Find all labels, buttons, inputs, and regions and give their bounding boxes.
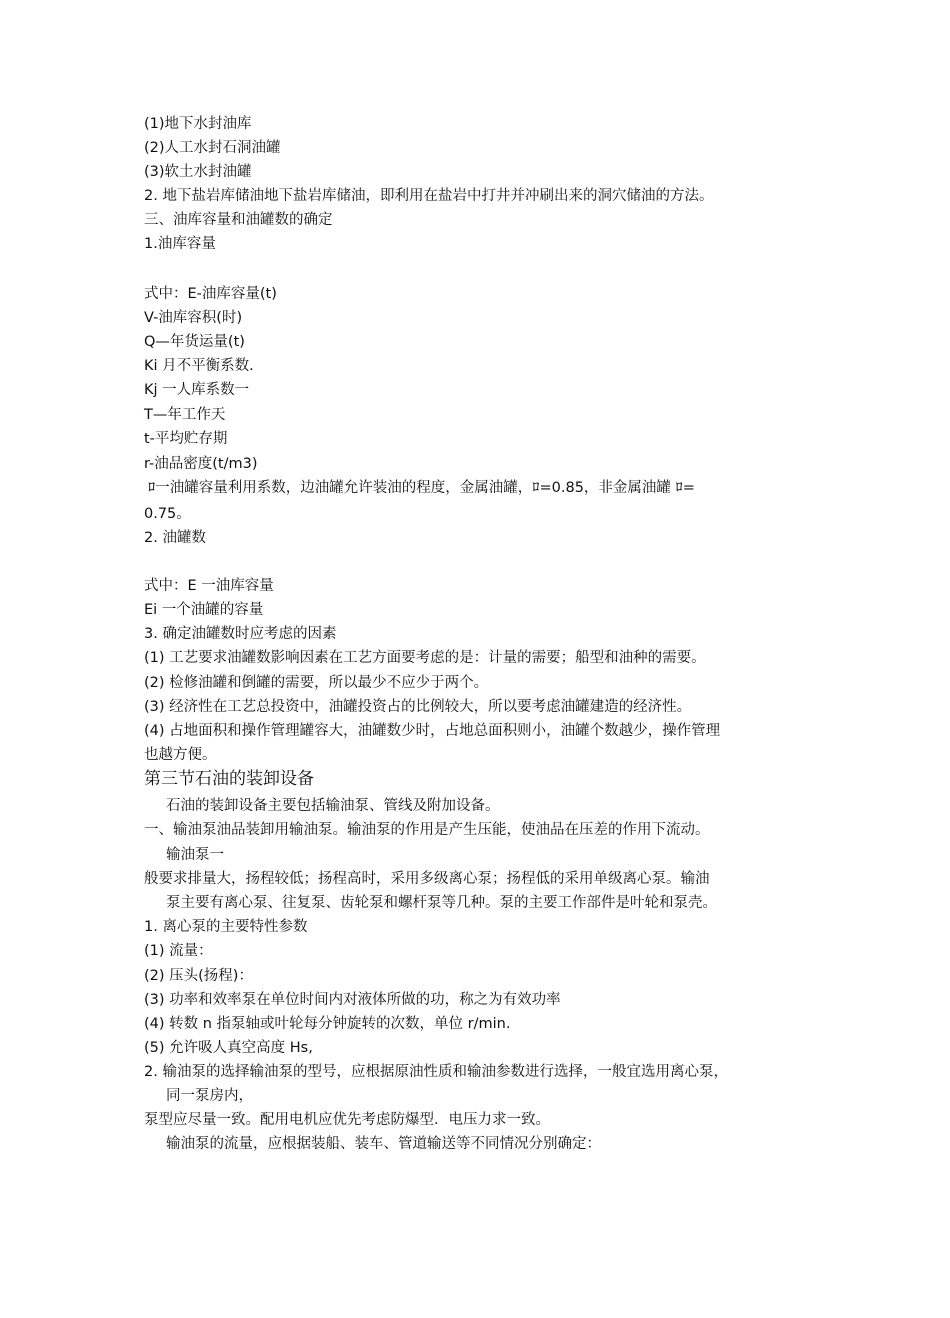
text-line: 也越方便。: [144, 747, 217, 763]
section-heading: 三、油库容量和油罐数的确定: [144, 212, 333, 228]
text-line: 输油泵一: [166, 847, 224, 863]
text-line: 一、输油泵油品装卸用输油泵。输油泵的作用是产生压能，使油品在压差的作用下流动。: [144, 822, 710, 838]
text-line: 0.75。: [144, 506, 191, 522]
text-line: Q—年货运量(t): [144, 334, 245, 350]
text-line: (3)软土水封油罐: [144, 164, 252, 180]
list-item: (5) 允许吸人真空高度 Hs,: [144, 1040, 313, 1056]
text-line: (1)地下水封油库: [144, 116, 252, 132]
text-line: t-平均贮存期: [144, 431, 228, 447]
list-item: (3) 经济性在工艺总投资中，油罐投资占的比例较大，所以要考虑油罐建造的经济性。: [144, 699, 692, 715]
subsection-heading: 1. 离心泵的主要特性参数: [144, 919, 308, 935]
text-line: Ei 一个油罐的容量: [144, 602, 264, 618]
text-line: Kj 一人库系数一: [144, 382, 250, 398]
section-title: 第三节石油的装卸设备: [144, 769, 314, 789]
text-line: 泵主要有离心泵、往复泵、齿轮泵和螺杆泵等几种。泵的主要工作部件是叶轮和泵壳。: [166, 895, 717, 911]
text-line: 式中：E-油库容量(t): [144, 286, 277, 302]
text-line: r-油品密度(t/m3): [144, 456, 258, 472]
subsection-heading: 1.油库容量: [144, 236, 216, 252]
text-line: 式中：E 一油库容量: [144, 578, 274, 594]
text-line: 2. 输油泵的选择输油泵的型号，应根据原油性质和输油参数进行选择，一般宜选用离心泵，: [144, 1064, 728, 1080]
list-item: (1) 流量：: [144, 943, 213, 959]
text-line: Ki 月不平衡系数.: [144, 358, 254, 374]
list-item: (2) 压头(扬程)：: [144, 968, 253, 984]
text-line: ﾛ一油罐容量利用系数，边油罐允许装油的程度，金属油罐，ﾛ=0.85，非金属油罐 ﾛ=: [148, 480, 695, 496]
list-item: (2) 检修油罐和倒罐的需要，所以最少不应少于两个。: [144, 675, 489, 691]
list-item: (4) 转数 n 指泵轴或叶轮每分钟旋转的次数，单位 r/min.: [144, 1016, 511, 1032]
text-line: 同一泵房内，: [166, 1088, 253, 1104]
text-line: (2)人工水封石洞油罐: [144, 140, 281, 156]
list-item: (3) 功率和效率泵在单位时间内对液体所做的功，称之为有效功率: [144, 992, 561, 1008]
text-line: 2. 地下盐岩库储油地下盐岩库储油，即利用在盐岩中打井并冲刷出来的洞穴储油的方法。: [144, 188, 714, 204]
text-line: V-油库容积(时): [144, 310, 243, 326]
text-line: 输油泵的流量，应根据装船、装车、管道输送等不同情况分别确定：: [166, 1136, 601, 1152]
text-line: 泵型应尽量一致。配用电机应优先考虑防爆型．电压力求一致。: [144, 1112, 550, 1128]
subsection-heading: 3. 确定油罐数时应考虑的因素: [144, 626, 337, 642]
text-line: 般要求排量大，扬程较低；扬程高时，采用多级离心泵；扬程低的采用单级离心泵。输油: [144, 871, 710, 887]
list-item: (4) 占地面积和操作管理罐容大，油罐数少时，占地总面积则小，油罐个数越少，操作管理: [144, 723, 721, 739]
text-line: T—年工作天: [144, 407, 226, 423]
list-item: (1) 工艺要求油罐数影响因素在工艺方面要考虑的是：计量的需要；船型和油种的需要。: [144, 650, 706, 666]
text-line: 石油的装卸设备主要包括输油泵、管线及附加设备。: [166, 798, 500, 814]
subsection-heading: 2. 油罐数: [144, 530, 206, 546]
